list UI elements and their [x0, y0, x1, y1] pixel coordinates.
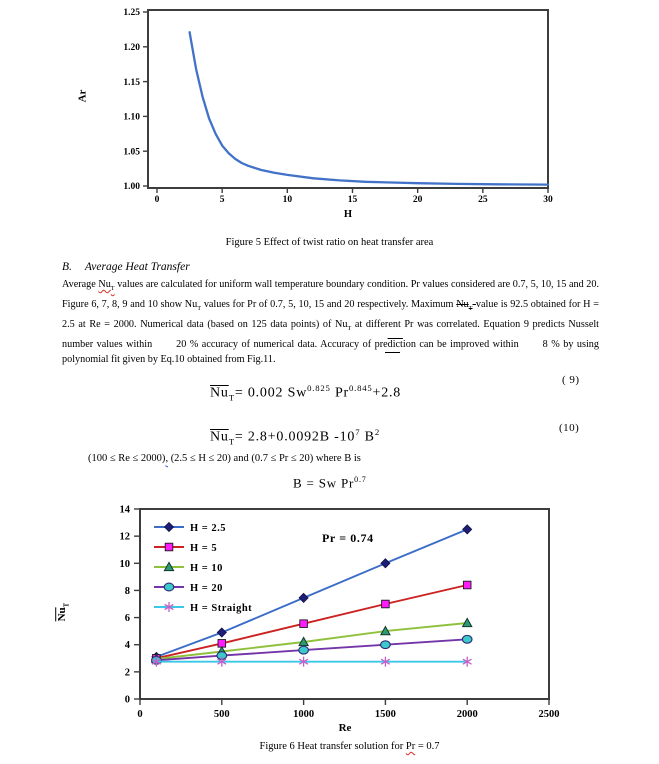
series-line	[156, 639, 467, 660]
diamond-marker	[217, 628, 226, 637]
text-segment: = 0.002 Sw	[234, 385, 308, 401]
text-segment: values for Pr of 0.7, 5, 10, 15 and 20 respectively. Maximum	[201, 298, 457, 310]
x-tick-label: 5	[219, 195, 225, 205]
text-segment: 0.845	[349, 383, 373, 393]
figure6-chart	[0, 500, 659, 740]
text-segment: 8 % by using polynomial fit given by Eq.10 obtained from Fig.11.	[62, 338, 599, 366]
series-line	[156, 582, 467, 658]
x-tick-label: 1500	[374, 709, 396, 720]
x-tick-label: 30	[543, 195, 553, 205]
figure5-y-axis-label: Ar	[76, 89, 89, 103]
equation-9	[210, 377, 401, 408]
legend-label: H = 5	[190, 542, 218, 554]
text-segment: 7	[355, 427, 361, 437]
data-point-marker	[299, 646, 309, 654]
figure6-y-axis-label	[56, 603, 70, 622]
data-point-marker	[463, 581, 471, 589]
y-tick-label: 10	[119, 558, 130, 570]
text-segment: T	[228, 392, 235, 403]
text-segment: Average	[62, 279, 99, 290]
data-point-marker	[165, 523, 174, 532]
text-segment: values are calculated for uniform wall temperature boundary condition. Pr values considered are 0.7, 5, 10, 15 and 20. Figure 6, 7, 8, 9 and 10 show	[62, 279, 599, 310]
series-line	[190, 32, 548, 184]
text-segment: -	[472, 298, 476, 310]
figure5-chart	[0, 0, 659, 232]
text-segment: value is 92.5 obtained for H = 2.5 at Re = 2000. Numerical data (based on 125 data points) of	[62, 298, 599, 330]
text-segment: ion can be improved within	[402, 338, 523, 350]
legend-label: H = 20	[190, 582, 223, 594]
text-segment: 0.7	[354, 475, 367, 484]
data-point-marker	[165, 543, 173, 551]
y-tick-label: 1.25	[123, 8, 140, 19]
square-marker	[300, 620, 308, 628]
circle-marker	[164, 583, 174, 591]
text-segment: Pr	[330, 385, 349, 401]
y-tick-label: 0	[124, 694, 130, 706]
text-segment: = 2.8+0.0092B -10	[234, 429, 356, 445]
text-segment: = 0.7	[415, 741, 440, 752]
x-tick-label: 0	[137, 709, 143, 720]
y-tick-label: 2	[124, 667, 130, 679]
text-segment: T	[197, 304, 202, 312]
y-tick-label: 1.10	[123, 112, 140, 123]
x-tick-label: 20	[412, 195, 423, 205]
figure5-caption: Figure 5 Effect of twist ratio on heat transfer area	[225, 237, 434, 248]
text-segment: Nu	[98, 279, 111, 290]
text-segment: at different Pr was correlated. Equation 9 predicts Nusselt number values within	[62, 318, 599, 350]
y-tick-label: 12	[119, 531, 130, 543]
section-heading	[62, 261, 190, 273]
text-segment: ,	[165, 453, 169, 464]
constraint-line	[88, 453, 361, 464]
text-segment: T	[468, 304, 473, 312]
text-segment: Nu	[456, 298, 469, 310]
circle-marker	[462, 635, 472, 643]
overline-artifact	[385, 352, 400, 353]
data-point-marker	[382, 600, 390, 608]
equation-10-number: (10)	[559, 422, 580, 434]
legend-entry	[154, 562, 223, 573]
text-segment: B = Sw Pr	[293, 475, 355, 491]
square-marker	[382, 600, 390, 608]
equation-b	[293, 469, 367, 494]
data-point-marker	[217, 628, 226, 637]
y-tick-label: 1.15	[123, 77, 140, 88]
legend-entry	[154, 583, 223, 594]
text-segment: Pr	[405, 741, 416, 752]
diamond-marker	[381, 559, 390, 568]
text-segment: +2.8	[372, 385, 402, 401]
diamond-marker	[299, 593, 308, 602]
y-tick-label: 4	[124, 640, 130, 652]
text-segment: 0.825	[307, 383, 331, 393]
text-segment: (100 ≤ Re ≤ 2000)	[88, 453, 166, 464]
y-tick-label: 6	[124, 613, 130, 625]
y-tick-label: 1.20	[123, 43, 140, 53]
x-tick-label: 500	[213, 709, 230, 720]
y-tick-label: 8	[124, 585, 130, 597]
legend-entry	[154, 523, 226, 534]
square-marker	[165, 543, 173, 551]
series-line	[156, 623, 467, 659]
text-segment: T	[228, 436, 235, 447]
text-segment: $\overline{Nu}$	[210, 429, 229, 445]
text-segment: (2.5 ≤ H ≤ 20) and (0.7 ≤ Pr ≤ 20) where B is	[168, 453, 361, 464]
circle-marker	[299, 646, 309, 654]
x-tick-label: 2500	[538, 709, 560, 720]
data-point-marker	[462, 635, 472, 643]
text-segment: T	[110, 285, 115, 293]
body-paragraph	[62, 277, 599, 368]
y-tick-label: 14	[119, 504, 130, 516]
legend-label: H = 2.5	[190, 522, 227, 534]
y-tick-label: 1.05	[123, 147, 140, 158]
diamond-marker	[463, 525, 472, 534]
section-heading-title: Average Heat Transfer	[84, 261, 190, 273]
text-segment: 20 % accuracy of numerical data. Accuracy of pre	[172, 338, 388, 350]
x-tick-label: 0	[154, 195, 160, 205]
square-marker	[463, 581, 471, 589]
text-segment: $\overline{Nu}$	[210, 385, 229, 401]
x-tick-label: 10	[282, 195, 293, 205]
legend-label: H = 10	[190, 562, 223, 574]
text-segment: T	[347, 324, 352, 332]
x-tick-label: 15	[347, 195, 358, 205]
circle-marker	[381, 641, 391, 649]
equation-9-number: ( 9)	[562, 374, 580, 386]
y-tick-label: 1.00	[123, 182, 140, 193]
legend-entry	[154, 543, 217, 554]
x-axis-label: H	[343, 209, 353, 220]
text-segment: B	[360, 429, 375, 445]
figure6-caption	[20, 741, 659, 752]
annotation-pr: Pr = 0.74	[322, 531, 374, 545]
nu-overline: $\overline{Nu}$	[56, 607, 69, 622]
section-heading-label: B.	[62, 261, 72, 273]
data-point-marker	[463, 525, 472, 534]
text-segment: 2	[374, 427, 380, 437]
text-segment: Nu	[184, 298, 198, 310]
x-tick-label: 1000	[293, 709, 315, 720]
equation-10	[210, 421, 380, 452]
data-point-marker	[381, 641, 391, 649]
x-tick-label: 25	[478, 195, 488, 205]
x-axis-label: Re	[338, 722, 352, 734]
plot-border	[148, 10, 548, 188]
nu-subscript: T	[63, 602, 71, 608]
data-point-marker	[300, 620, 308, 628]
legend-entry	[154, 602, 252, 614]
text-segment: dict	[387, 338, 403, 350]
legend-label: H = Straight	[190, 602, 253, 614]
diamond-marker	[165, 523, 174, 532]
data-point-marker	[381, 559, 390, 568]
data-point-marker	[164, 583, 174, 591]
data-point-marker	[299, 593, 308, 602]
x-tick-label: 2000	[456, 709, 478, 720]
text-segment: Nu	[334, 318, 348, 330]
text-segment: Figure 6 Heat transfer solution for	[259, 741, 406, 752]
